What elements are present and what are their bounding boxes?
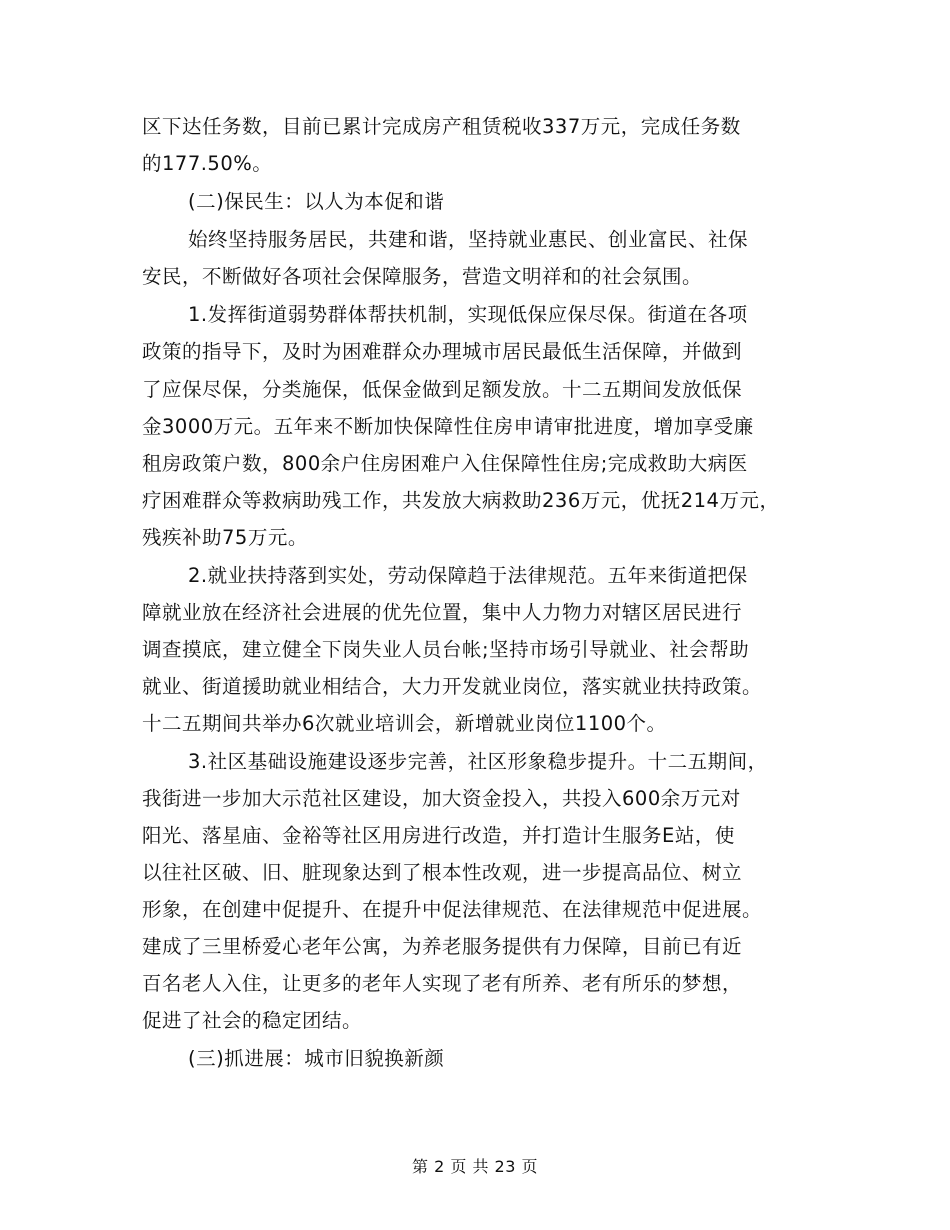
text-line: 疗困难群众等救病助残工作，共发放大病救助236万元，优抚214万元，	[142, 489, 780, 512]
text-line: 促进了社会的稳定团结。	[142, 1009, 363, 1032]
text-line: 十二五期间共举办6次就业培训会，新增就业岗位1100个。	[142, 712, 667, 735]
text-line: 的177.50%。	[142, 152, 273, 175]
text-line: 金3000万元。五年来不断加快保障性住房申请审批进度，增加享受廉	[142, 415, 754, 438]
paragraph-start: 1.发挥街道弱势群体帮扶机制，实现低保应保尽保。街道在各项	[188, 303, 748, 326]
text-line: 障就业放在经济社会进展的优先位置，集中人力物力对辖区居民进行	[142, 601, 743, 624]
paragraph-start: 2.就业扶持落到实处，劳动保障趋于法律规范。五年来街道把保	[188, 564, 748, 587]
text-line: 我街进一步加大示范社区建设，加大资金投入，共投入600余万元对	[142, 787, 741, 810]
paragraph-start: 始终坚持服务居民，共建和谐，坚持就业惠民、创业富民、社保	[188, 228, 749, 251]
text-line: 就业、街道援助就业相结合，大力开发就业岗位，落实就业扶持政策。	[142, 675, 763, 698]
text-line: 区下达任务数，目前已累计完成房产租赁税收337万元，完成任务数	[142, 115, 741, 138]
page-number-footer: 第 2 页 共 23 页	[412, 1157, 538, 1176]
text-line: 租房政策户数，800余户住房困难户入住保障性住房;完成救助大病医	[142, 452, 748, 475]
text-line: 以往社区破、旧、脏现象达到了根本性改观，进一步提高品位、树立	[142, 861, 743, 884]
text-line: 了应保尽保，分类施保，低保金做到足额发放。十二五期间发放低保	[142, 378, 743, 401]
text-line: 建成了三里桥爱心老年公寓，为养老服务提供有力保障，目前已有近	[142, 935, 743, 958]
text-line: 百名老人入住，让更多的老年人实现了老有所养、老有所乐的梦想，	[142, 972, 743, 995]
text-line: 残疾补助75万元。	[142, 526, 308, 549]
text-line: 安民，不断做好各项社会保障服务，营造文明祥和的社会氛围。	[142, 265, 703, 288]
paragraph-start: 3.社区基础设施建设逐步完善，社区形象稳步提升。十二五期间，	[188, 750, 768, 773]
section-heading: (三)抓进展：城市旧貌换新颜	[188, 1047, 445, 1070]
text-line: 形象，在创建中促提升、在提升中促法律规范、在法律规范中促进展。	[142, 898, 763, 921]
text-line: 政策的指导下，及时为困难群众办理城市居民最低生活保障，并做到	[142, 340, 743, 363]
section-heading: (二)保民生：以人为本促和谐	[188, 190, 445, 213]
text-line: 阳光、落星庙、金裕等社区用房进行改造，并打造计生服务E站，使	[142, 824, 735, 847]
text-line: 调查摸底，建立健全下岗失业人员台帐;坚持市场引导就业、社会帮助	[142, 638, 750, 661]
